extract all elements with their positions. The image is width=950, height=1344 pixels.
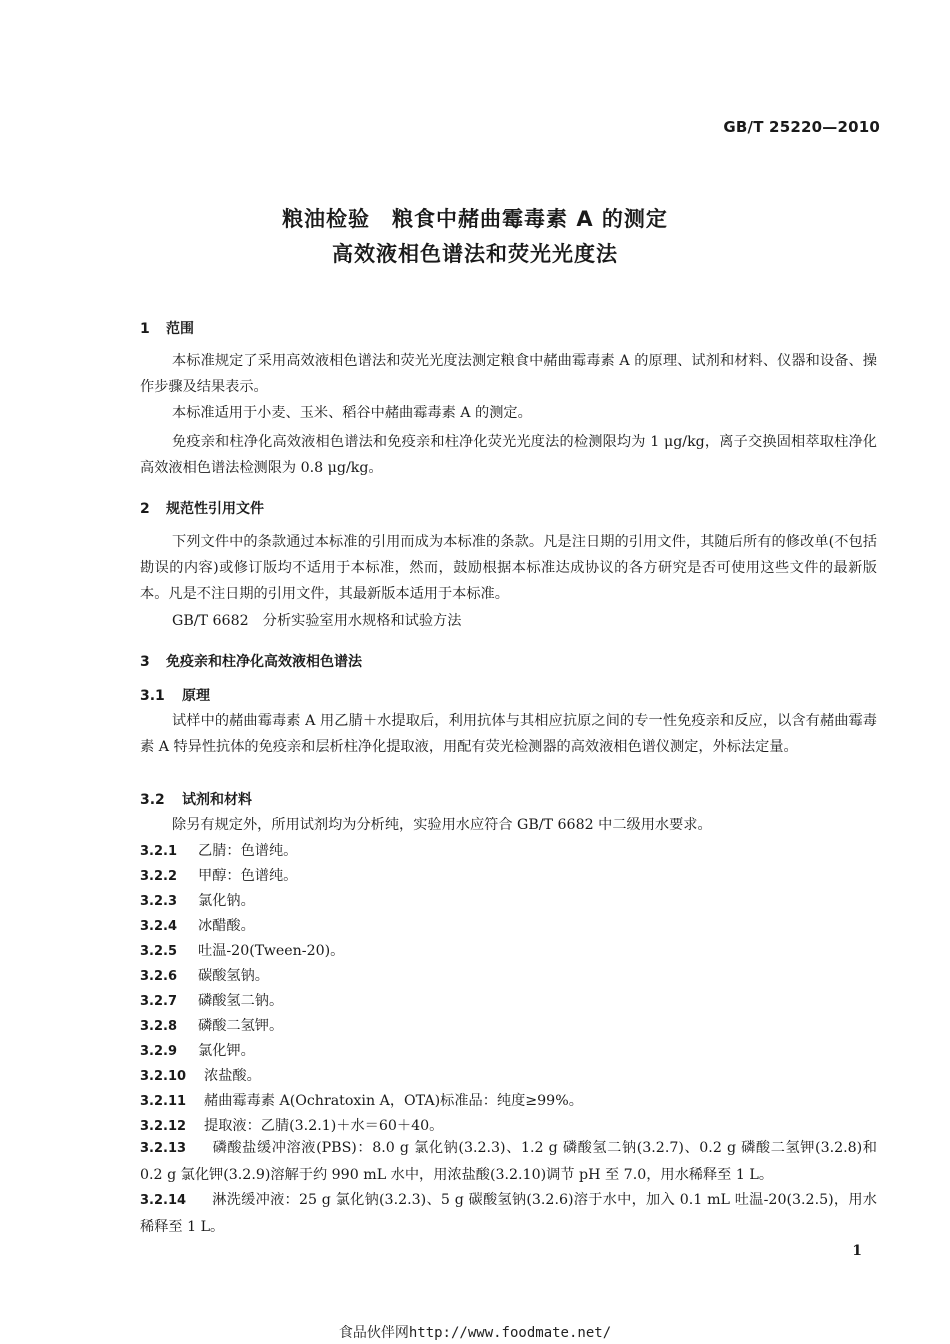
section-1-paragraph-2: 本标准适用于小麦、玉米、稻谷中赭曲霉毒素 A 的测定。 bbox=[172, 405, 532, 421]
item-number: 3.2.9 bbox=[140, 1044, 178, 1059]
section-title: 免疫亲和柱净化高效液相色谱法 bbox=[166, 654, 362, 670]
section-3-heading bbox=[140, 651, 362, 671]
reagent-item bbox=[140, 1115, 443, 1135]
reagent-item bbox=[140, 1090, 583, 1110]
item-number: 3.2.6 bbox=[140, 969, 178, 984]
section-3-1-paragraph: 试样中的赭曲霉毒素 A 用乙腈＋水提取后，利用抗体与其相应抗原之间的专一性免疫亲和反应，以含有赭曲霉毒素 A 特异性抗体的免疫亲和层析柱净化提取液，用配有荧光检测器的高效液相色谱仪测定，外标法定量。 bbox=[140, 713, 877, 755]
item-text: 甲醇：色谱纯。 bbox=[198, 868, 298, 884]
reagent-item bbox=[140, 1015, 283, 1035]
document-title-line2: 高效液相色谱法和荧光光度法 bbox=[332, 242, 618, 266]
section-2-paragraph-1: 下列文件中的条款通过本标准的引用而成为本标准的条款。凡是注日期的引用文件，其随后所有的修改单(不包括勘误的内容)或修订版均不适用于本标准，然而，鼓励根据本标准达成协议的各方研究是否可使用这些文件的最新版本。凡是不注日期的引用文件，其最新版本适用于本标准。 bbox=[140, 534, 877, 602]
item-text: 磷酸盐缓冲溶液(PBS)：8.0 g 氯化钠(3.2.3)、1.2 g 磷酸氢二钠(3.2.7)、0.2 g 磷酸二氢钾(3.2.8)和 0.2 g 氯化钾(3.2.9)溶解于约 990 mL 水中，用浓盐酸(3.2.10)调节 pH 至 7.0，用水稀释至 1 L。 bbox=[140, 1140, 877, 1183]
item-number: 3.2.13 bbox=[140, 1141, 187, 1156]
item-number: 3.2.14 bbox=[140, 1193, 187, 1208]
item-text: 碳酸氢钠。 bbox=[198, 968, 269, 984]
item-text: 冰醋酸。 bbox=[198, 918, 255, 934]
section-1-heading bbox=[140, 318, 194, 338]
item-text: 氯化钾。 bbox=[198, 1043, 255, 1059]
standard-code: GB/T 25220—2010 bbox=[723, 118, 880, 136]
section-number: 3 bbox=[140, 654, 150, 670]
item-text: 乙腈：色谱纯。 bbox=[198, 843, 298, 859]
section-1-paragraph-3: 免疫亲和柱净化高效液相色谱法和免疫亲和柱净化荧光光度法的检测限均为 1 μg/kg，离子交换固相萃取柱净化高效液相色谱法检测限为 0.8 μg/kg。 bbox=[140, 434, 877, 476]
document-title-line1: 粮油检验 粮食中赭曲霉毒素 A 的测定 bbox=[282, 207, 668, 231]
item-number: 3.2.1 bbox=[140, 844, 178, 859]
subsection-title: 试剂和材料 bbox=[182, 792, 252, 808]
reagent-item bbox=[140, 890, 255, 910]
item-text: 提取液：乙腈(3.2.1)＋水＝60＋40。 bbox=[204, 1118, 444, 1134]
section-3-2-heading bbox=[140, 789, 252, 809]
item-text: 淋洗缓冲液：25 g 氯化钠(3.2.3)、5 g 碳酸氢钠(3.2.6)溶于水中，加入 0.1 mL 吐温-20(3.2.5)，用水稀释至 1 L。 bbox=[140, 1192, 877, 1235]
reagent-item bbox=[140, 865, 297, 885]
item-text: 氯化钠。 bbox=[198, 893, 255, 909]
normative-reference: GB/T 6682 分析实验室用水规格和试验方法 bbox=[172, 613, 462, 629]
section-2-heading bbox=[140, 498, 264, 518]
reagent-item bbox=[140, 1040, 255, 1060]
item-number: 3.2.2 bbox=[140, 869, 178, 884]
item-number: 3.2.7 bbox=[140, 994, 178, 1009]
item-number: 3.2.4 bbox=[140, 919, 178, 934]
subsection-title: 原理 bbox=[182, 688, 210, 704]
item-number: 3.2.3 bbox=[140, 894, 178, 909]
section-title: 规范性引用文件 bbox=[166, 501, 264, 517]
reagent-item bbox=[140, 1065, 261, 1085]
item-text: 浓盐酸。 bbox=[204, 1068, 261, 1084]
subsection-number: 3.2 bbox=[140, 792, 165, 808]
reagent-item bbox=[140, 940, 344, 960]
reagent-item bbox=[140, 1135, 877, 1188]
item-text: 赭曲霉毒素 A(Ochratoxin A，OTA)标准品：纯度≥99%。 bbox=[204, 1093, 583, 1109]
item-number: 3.2.10 bbox=[140, 1069, 187, 1084]
section-number: 1 bbox=[140, 321, 150, 337]
section-title: 范围 bbox=[166, 321, 194, 337]
item-number: 3.2.8 bbox=[140, 1019, 178, 1034]
reagent-item bbox=[140, 840, 297, 860]
item-text: 吐温-20(Tween-20)。 bbox=[198, 943, 345, 959]
section-3-1-heading bbox=[140, 685, 210, 705]
reagent-item bbox=[140, 1187, 877, 1240]
section-3-2-intro: 除另有规定外，所用试剂均为分析纯，实验用水应符合 GB/T 6682 中二级用水要求。 bbox=[172, 817, 712, 833]
reagent-item bbox=[140, 915, 255, 935]
item-number: 3.2.5 bbox=[140, 944, 178, 959]
item-number: 3.2.11 bbox=[140, 1094, 187, 1109]
section-1-paragraph-1: 本标准规定了采用高效液相色谱法和荧光光度法测定粮食中赭曲霉毒素 A 的原理、试剂和材料、仪器和设备、操作步骤及结果表示。 bbox=[140, 353, 877, 395]
item-text: 磷酸二氢钾。 bbox=[198, 1018, 284, 1034]
page-number: 1 bbox=[852, 1243, 862, 1259]
footer-watermark-text: 食品伙伴网http://www.foodmate.net/ bbox=[338, 1325, 612, 1341]
item-text: 磷酸氢二钠。 bbox=[198, 993, 284, 1009]
item-number: 3.2.12 bbox=[140, 1119, 187, 1134]
reagent-item bbox=[140, 990, 283, 1010]
subsection-number: 3.1 bbox=[140, 688, 165, 704]
section-number: 2 bbox=[140, 501, 150, 517]
reagent-item bbox=[140, 965, 269, 985]
